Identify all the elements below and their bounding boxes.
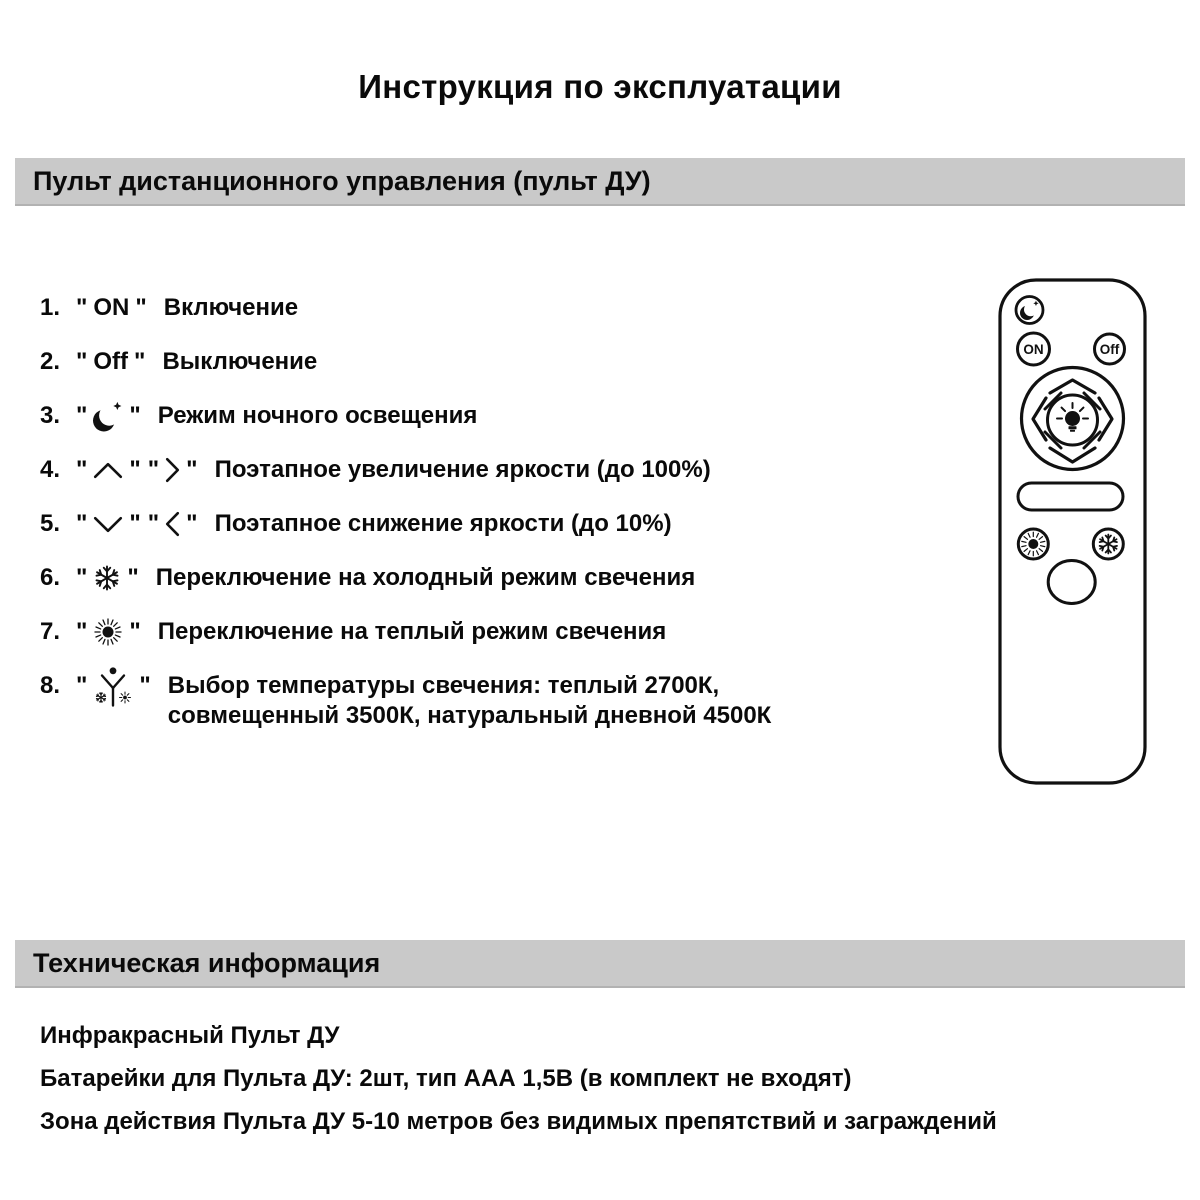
- open-quote: ": [76, 564, 88, 591]
- tech-info-line: Инфракрасный Пульт ДУ: [40, 1022, 340, 1049]
- tech-info-line: Батарейки для Пульта ДУ: 2шт, тип ААА 1,5В (в комплект не входят): [40, 1065, 852, 1092]
- instruction-item: [40, 401, 960, 431]
- instruction-number: 5.: [40, 510, 61, 537]
- instruction-text-line: Выключение: [162, 348, 318, 375]
- close-quote: ": [139, 672, 151, 699]
- instruction-number: 8.: [40, 672, 61, 699]
- instruction-label: [156, 563, 695, 593]
- instruction-label: [215, 509, 672, 539]
- section-header-remote: [15, 158, 1185, 206]
- close-quote: ": [129, 510, 141, 537]
- instruction-text-line: совмещенный 3500К, натуральный дневной 4500К: [167, 702, 772, 729]
- close-quote: ": [186, 456, 198, 483]
- instruction-text-line: Переключение на теплый режим свечения: [157, 618, 667, 645]
- instruction-item: [40, 509, 960, 539]
- close-quote: ": [129, 456, 141, 483]
- instruction-text-line: Режим ночного освещения: [157, 402, 478, 429]
- open-quote: ": [76, 456, 88, 483]
- instruction-text-line: Поэтапное снижение яркости (до 10%): [214, 510, 672, 537]
- instruction-tokens: [76, 401, 148, 431]
- close-quote: ": [186, 510, 198, 537]
- instruction-label: [215, 455, 711, 485]
- instruction-number: 7.: [40, 618, 61, 645]
- instruction-number: 6.: [40, 564, 61, 591]
- chevron-up-icon-wrap: [93, 455, 123, 485]
- button-name-text: ON: [93, 294, 130, 321]
- instruction-label: [164, 293, 298, 323]
- quoted-token: [76, 455, 141, 485]
- instruction-item: [40, 617, 960, 647]
- light-bulb-button: [1048, 395, 1098, 445]
- open-quote: ": [147, 456, 160, 483]
- instruction-item: [40, 347, 960, 377]
- open-quote: ": [76, 618, 88, 645]
- open-quote: ": [76, 348, 88, 375]
- section-header-tech: [15, 940, 1185, 988]
- chevron-right-icon: [165, 457, 180, 483]
- sun-icon-wrap: [93, 617, 123, 647]
- instruction-item: [40, 293, 960, 323]
- quoted-token: [76, 293, 147, 323]
- instruction-number: 1.: [40, 294, 61, 321]
- remote-control-drawing: [998, 278, 1147, 785]
- instruction-number: 4.: [40, 456, 61, 483]
- instruction-tokens: [76, 617, 148, 647]
- instruction-list: [40, 293, 960, 754]
- instruction-tokens: [76, 563, 146, 593]
- on-button-label: ON: [1023, 342, 1044, 357]
- instruction-number: 2.: [40, 348, 61, 375]
- instruction-item: [40, 671, 960, 730]
- open-quote: ": [76, 510, 88, 537]
- open-quote: ": [147, 510, 160, 537]
- quoted-token: [148, 509, 198, 539]
- instruction-item: [40, 563, 960, 593]
- temperature-select-icon: [93, 664, 133, 708]
- instruction-text-line: Включение: [163, 294, 299, 321]
- chevron-down-icon-wrap: [93, 509, 123, 539]
- button-name-text: Off: [93, 348, 129, 375]
- instruction-tokens: [76, 509, 205, 539]
- chevron-left-icon-wrap: [165, 509, 180, 539]
- open-quote: ": [76, 402, 88, 429]
- off-button-label: Off: [1099, 342, 1120, 357]
- quoted-token: [76, 617, 141, 647]
- open-quote: ": [76, 294, 88, 321]
- section-header-remote-label: Пульт дистанционного управления (пульт ДУ): [33, 165, 651, 196]
- instruction-tokens: [76, 293, 154, 323]
- open-quote: ": [76, 672, 88, 699]
- instruction-label: [158, 401, 478, 431]
- instruction-label: [162, 347, 317, 377]
- instruction-text-line: Выбор температуры свечения: теплый 2700К,: [167, 672, 720, 699]
- quoted-token: [76, 401, 141, 431]
- instruction-number: 3.: [40, 402, 61, 429]
- instruction-tokens: [76, 671, 158, 701]
- tech-info-list: [40, 1022, 997, 1151]
- moon-icon: [93, 401, 123, 431]
- quoted-token: [76, 563, 139, 593]
- section-header-tech-label: Техническая информация: [33, 947, 381, 978]
- close-quote: ": [129, 618, 141, 645]
- chevron-down-icon: [93, 516, 123, 533]
- instruction-text-line: Переключение на холодный режим свечения: [155, 564, 696, 591]
- instruction-label: [168, 671, 772, 730]
- remote-control-illustration: [998, 278, 1147, 785]
- snowflake-icon-wrap: [93, 563, 121, 593]
- quoted-token: [148, 455, 198, 485]
- snowflake-icon: [93, 564, 121, 592]
- instruction-label: [158, 617, 667, 647]
- tech-info-line: Зона действия Пульта ДУ 5-10 метров без видимых препятствий и заграждений: [40, 1108, 997, 1135]
- quoted-token: [76, 347, 145, 377]
- instruction-tokens: [76, 347, 152, 377]
- instruction-item: [40, 455, 960, 485]
- sun-icon: [93, 617, 123, 647]
- close-quote: ": [134, 348, 146, 375]
- page-title: Инструкция по эксплуатации: [358, 68, 842, 105]
- moon-icon-wrap: [93, 401, 123, 431]
- instruction-tokens: [76, 455, 205, 485]
- quoted-token: [76, 509, 141, 539]
- chevron-right-icon-wrap: [165, 455, 180, 485]
- chevron-up-icon: [93, 462, 123, 479]
- instruction-text-line: Поэтапное увеличение яркости (до 100%): [214, 456, 711, 483]
- quoted-token: [76, 671, 151, 701]
- close-quote: ": [127, 564, 139, 591]
- close-quote: ": [129, 402, 141, 429]
- temperature-select-icon-wrap: [93, 671, 133, 701]
- close-quote: ": [135, 294, 147, 321]
- chevron-left-icon: [165, 511, 180, 537]
